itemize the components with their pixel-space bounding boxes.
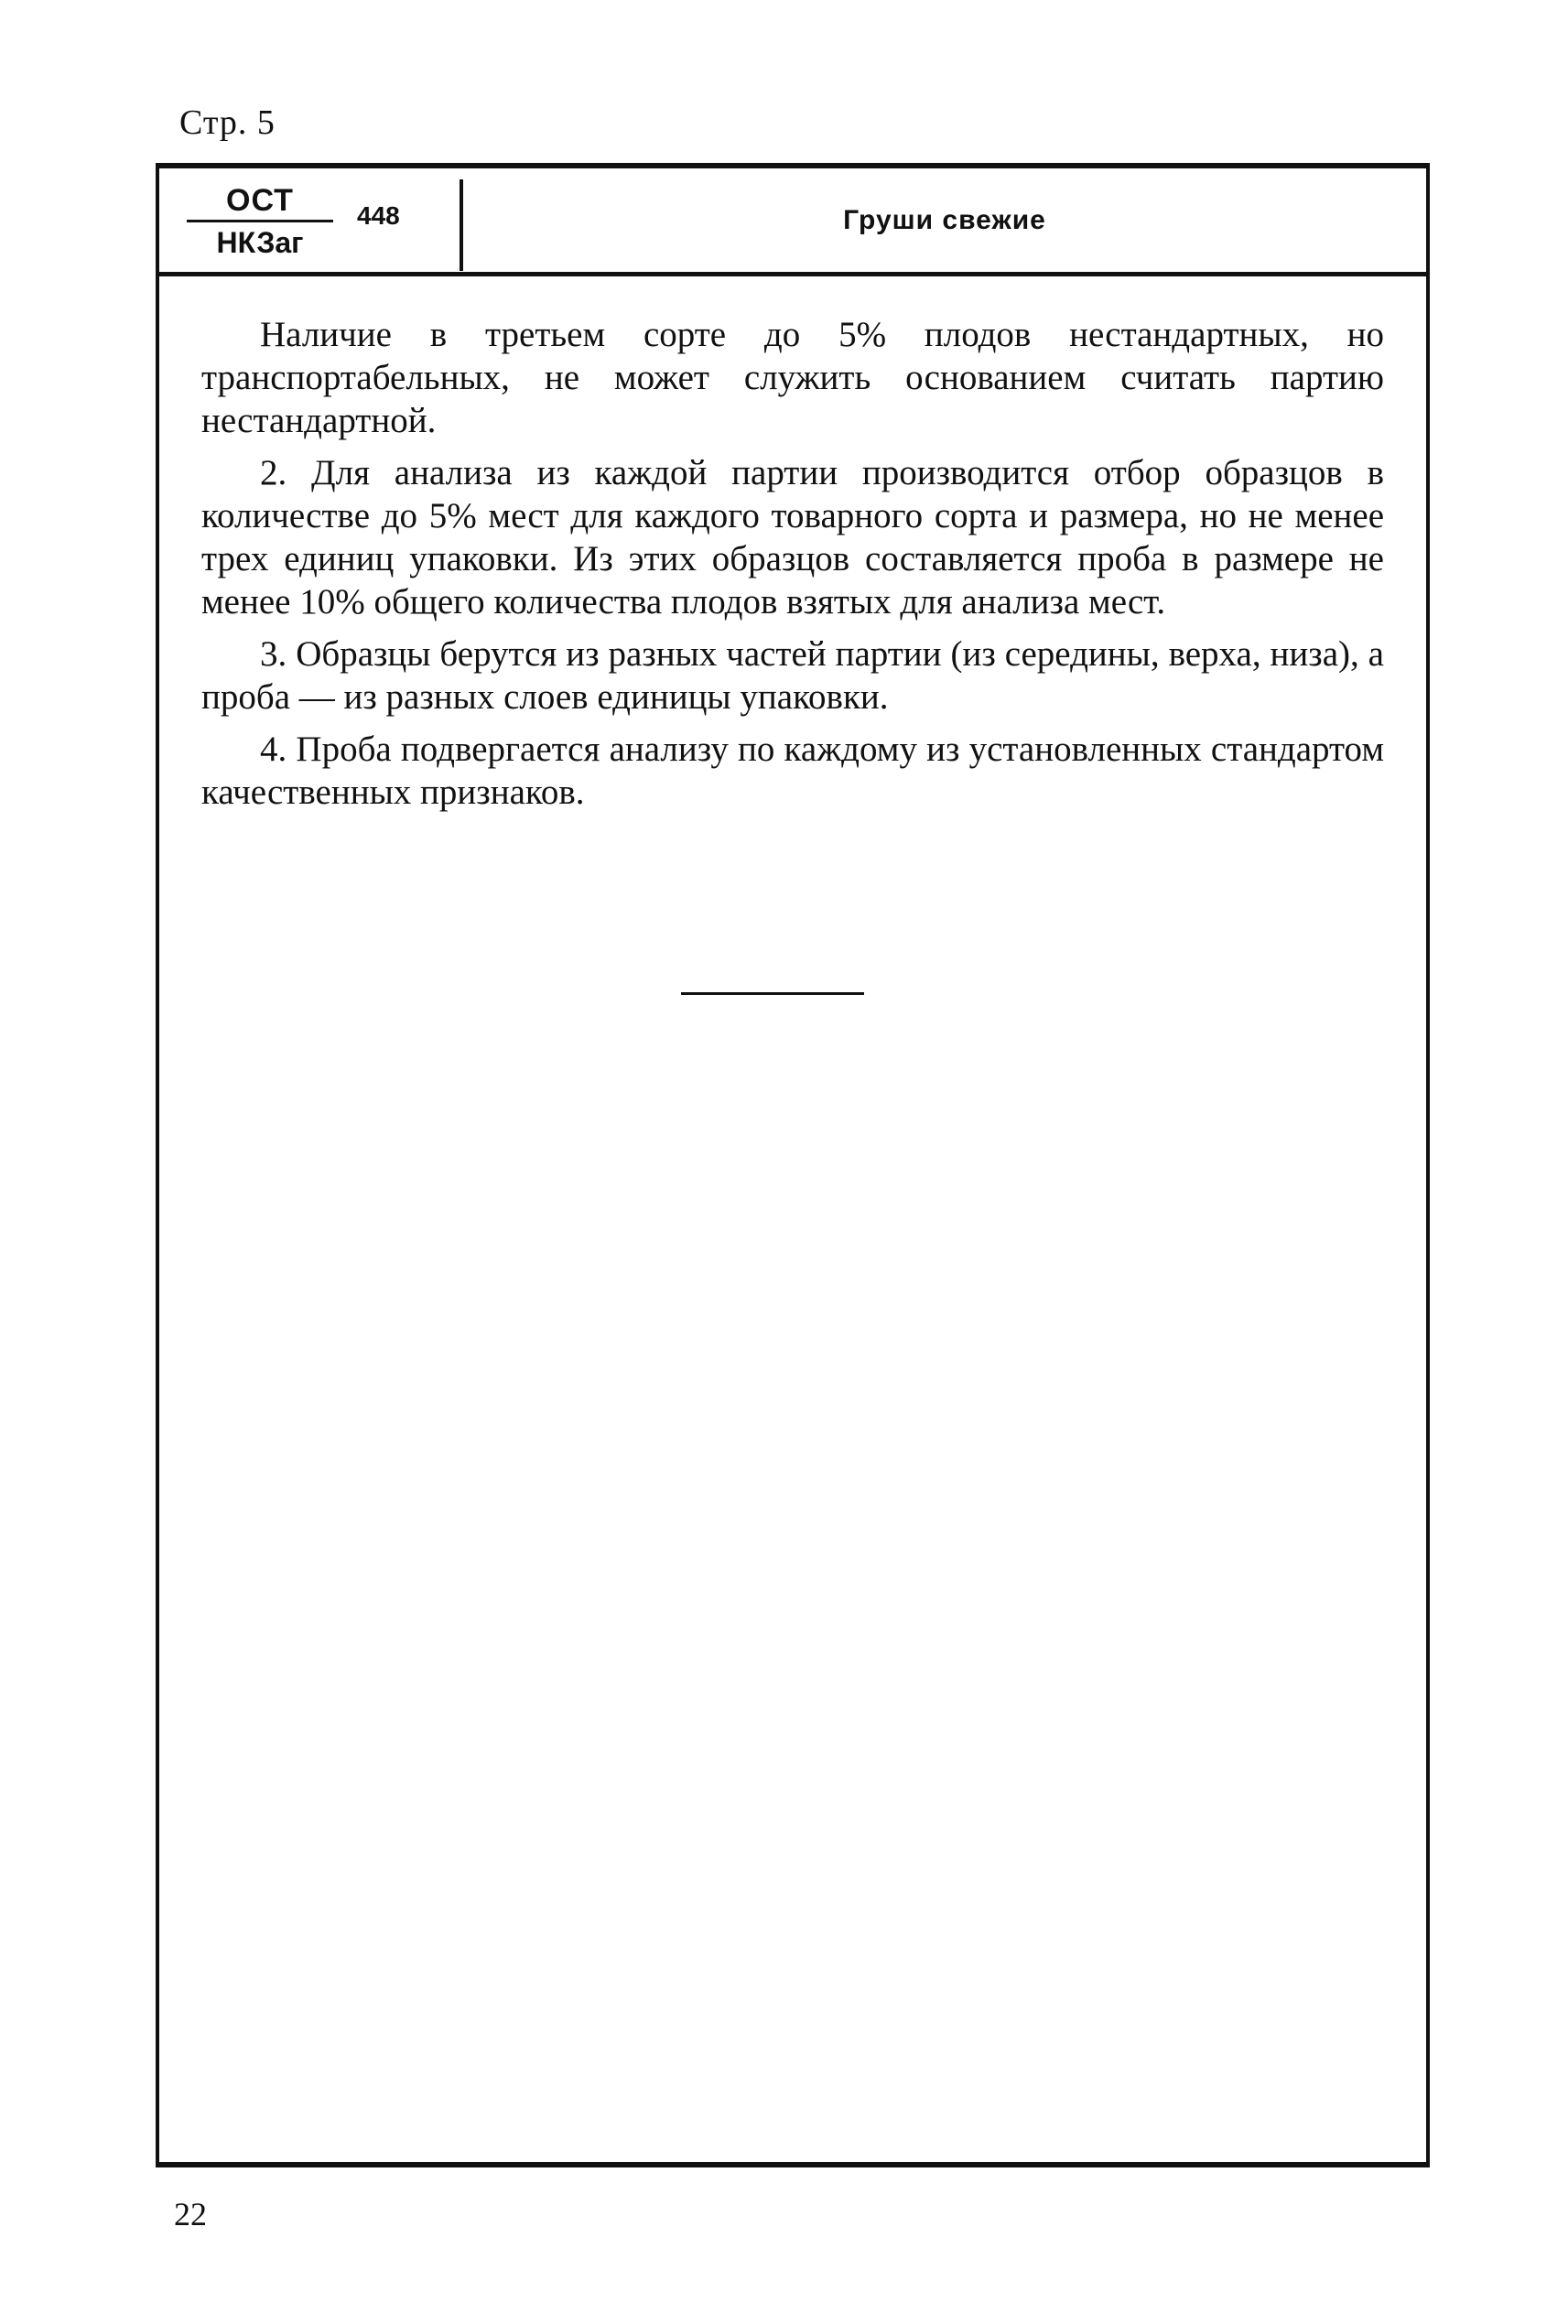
standard-fraction	[187, 181, 333, 263]
paragraph: 4. Проба подвергается анализу по каждому из установленных стандартом качественных признаков.	[201, 730, 1384, 812]
standard-designation	[187, 181, 489, 264]
document-header	[159, 168, 1426, 276]
page-label: Стр. 5	[179, 103, 276, 142]
standard-code-bottom: НКЗаг	[216, 226, 304, 259]
standard-number: 448	[357, 201, 400, 230]
document-title: Груши свежие	[843, 205, 1046, 235]
paragraph: 3. Образцы берутся из разных частей партии (из середины, верха, низа), а проба — из разных слоев единицы упаковки.	[201, 634, 1384, 717]
paragraph: Наличие в третьем сорте до 5% плодов нестандартных, но транспортабельных, не может служить основанием считать партию нестандартной.	[201, 315, 1384, 440]
document-frame	[156, 163, 1430, 2167]
page-number: 22	[174, 2196, 207, 2232]
body-text	[201, 313, 1384, 823]
standard-code-top: ОСТ	[187, 181, 333, 222]
end-of-text-rule	[681, 992, 864, 995]
paragraph: 2. Для анализа из каждой партии производится отбор образцов в количестве до 5% мест для каждого товарного сорта и размера, но не менее трех единиц упаковки. Из этих образцов составляется проба в размере не менее 10% общего количества плодов взятых для анализа мест.	[201, 453, 1384, 622]
